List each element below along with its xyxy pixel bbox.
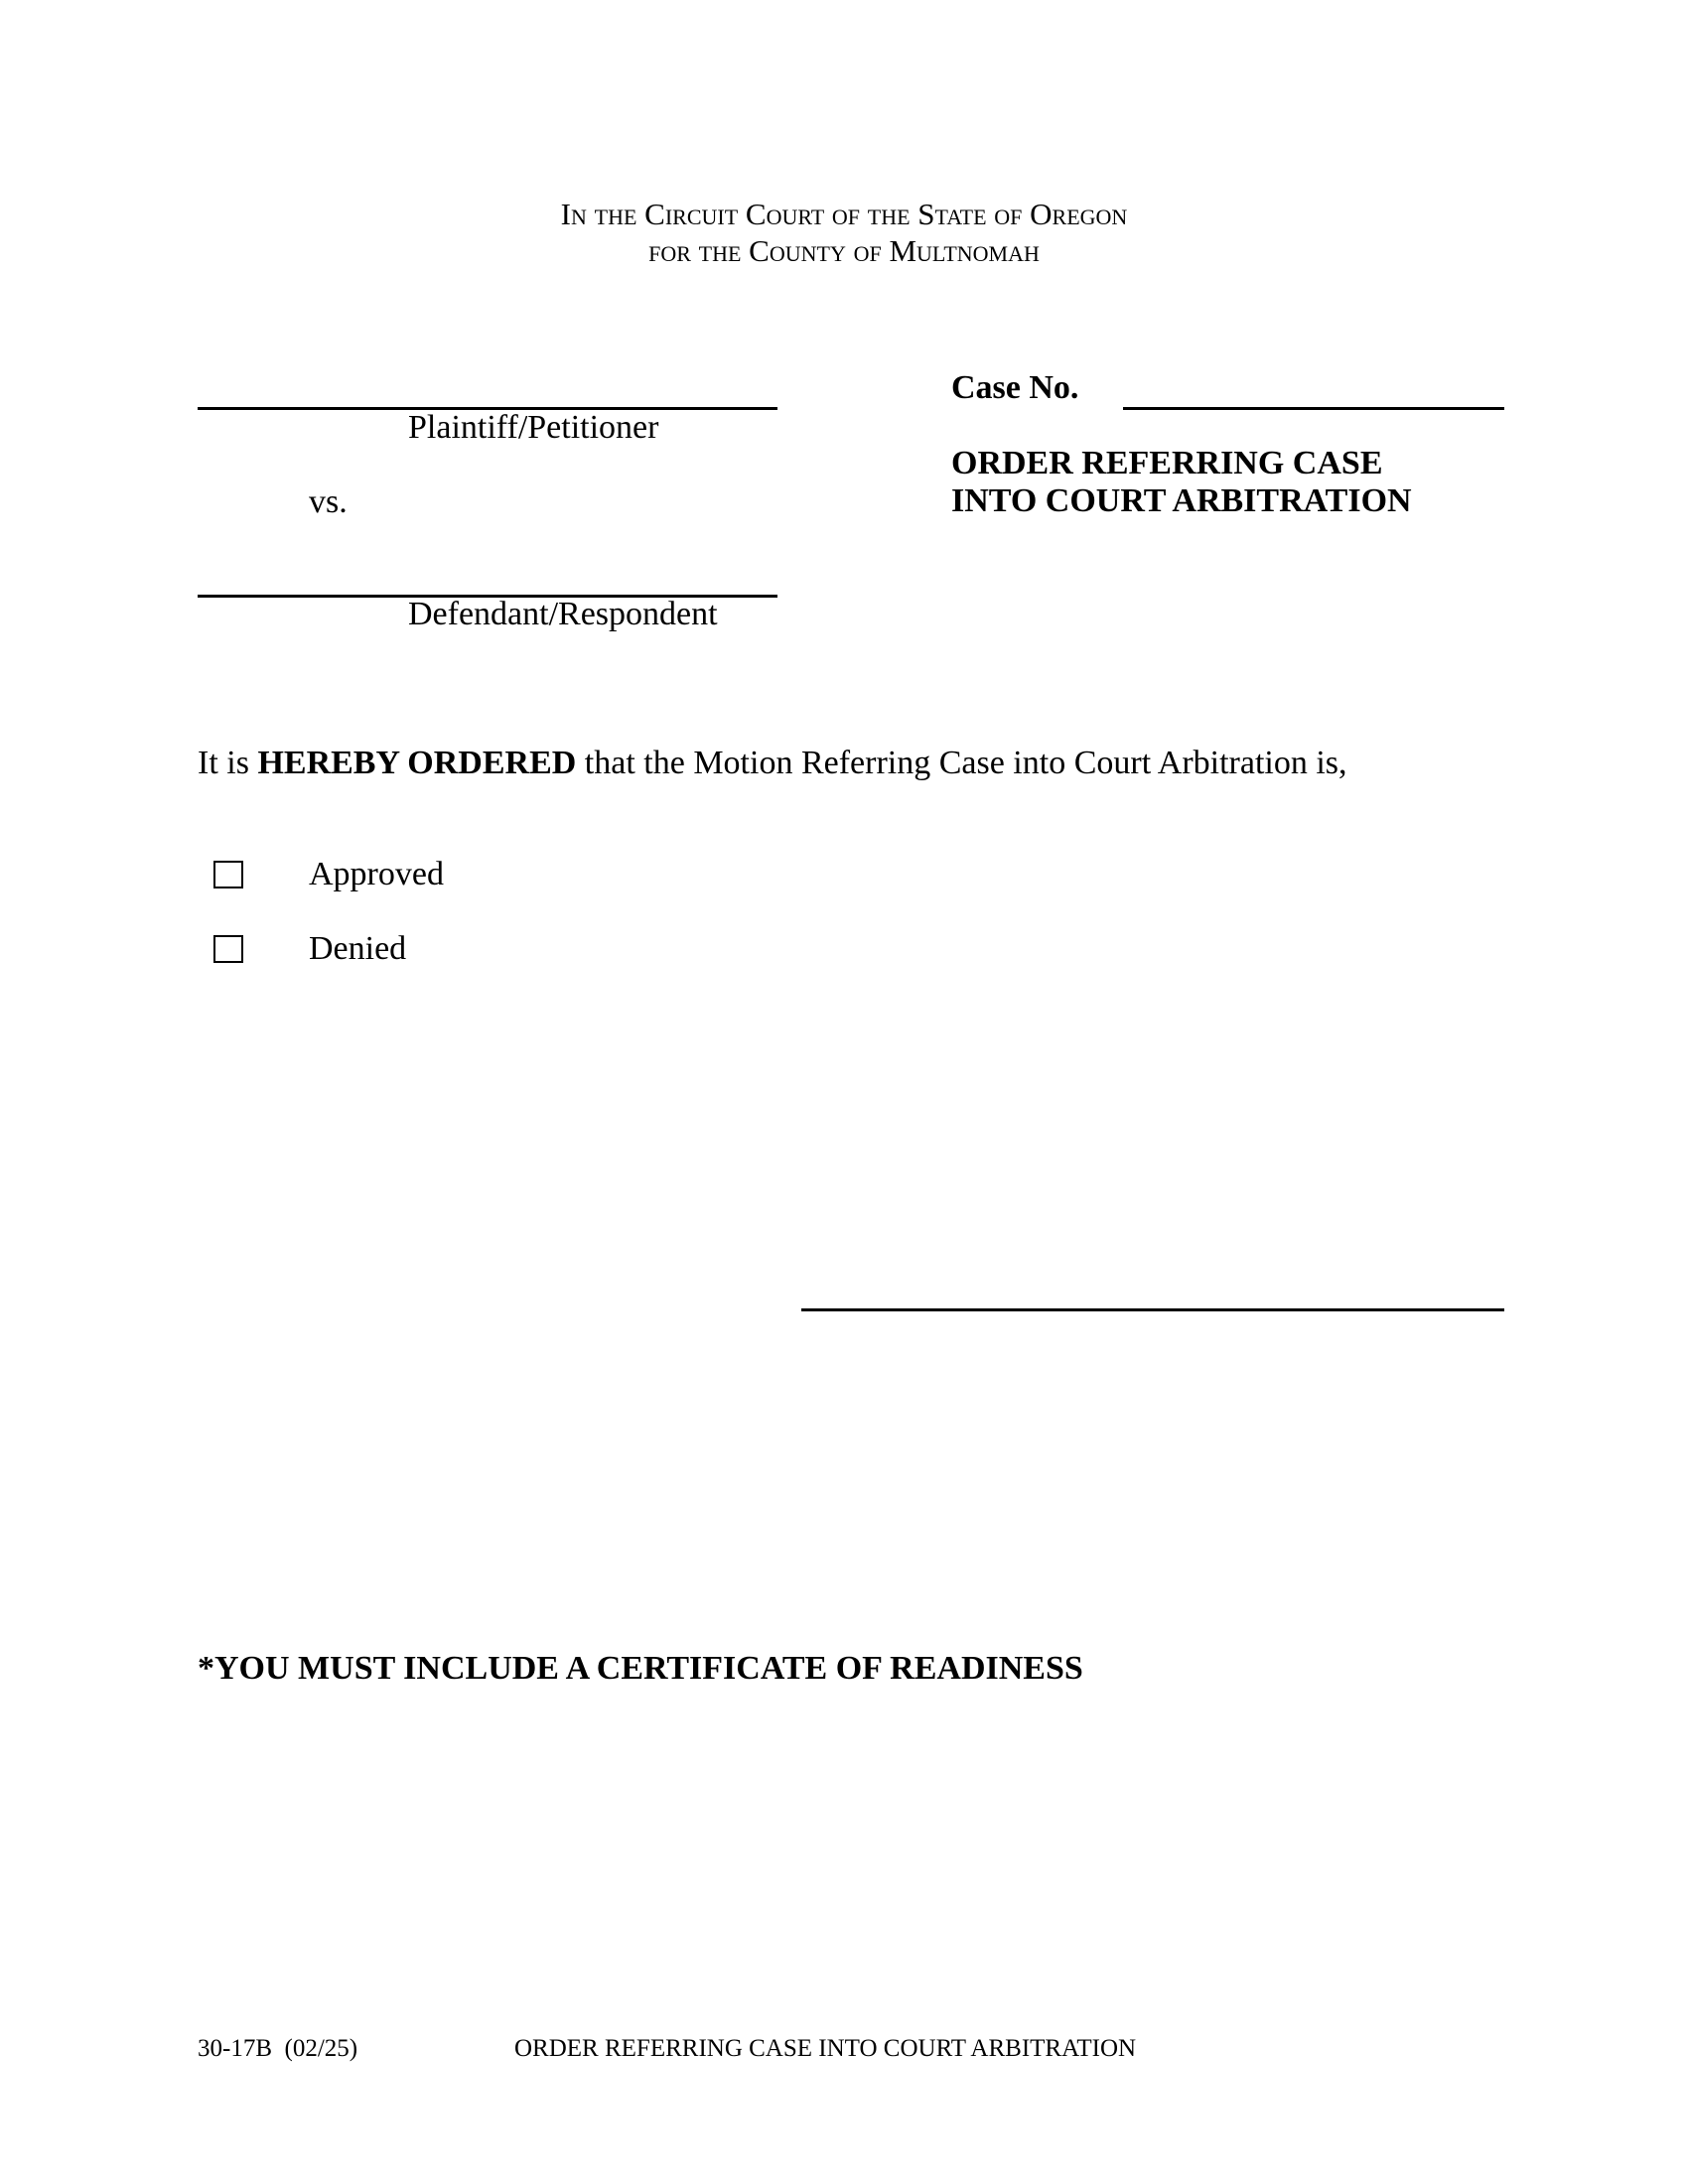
case-number-label: Case No.	[951, 369, 1079, 406]
plaintiff-label: Plaintiff/Petitioner	[408, 409, 659, 446]
order-prefix: It is	[198, 745, 258, 781]
versus-label: vs.	[309, 483, 348, 520]
document-title-line2: INTO COURT ARBITRATION	[951, 482, 1412, 519]
document-title-line1: ORDER REFERRING CASE	[951, 445, 1383, 481]
form-number: 30-17B (02/25)	[198, 2035, 358, 2062]
court-name: In the Circuit Court of the State of Oregon	[560, 197, 1128, 231]
denied-checkbox[interactable]	[213, 935, 243, 963]
order-statement	[198, 745, 1347, 782]
case-number-line[interactable]	[1123, 407, 1504, 410]
county-name: for the County of Multnomah	[648, 233, 1040, 268]
order-emphasis: HEREBY ORDERED	[257, 745, 577, 781]
judge-signature-line[interactable]	[801, 1308, 1504, 1311]
defendant-label: Defendant/Respondent	[408, 596, 718, 632]
denied-label: Denied	[309, 930, 407, 967]
certificate-notice: *YOU MUST INCLUDE A CERTIFICATE OF READINESS	[198, 1650, 1083, 1687]
order-suffix: that the Motion Referring Case into Court Arbitration is,	[576, 745, 1347, 781]
footer-form-title: ORDER REFERRING CASE INTO COURT ARBITRATION	[514, 2035, 1137, 2062]
approved-checkbox[interactable]	[213, 861, 243, 888]
approved-label: Approved	[309, 856, 444, 892]
